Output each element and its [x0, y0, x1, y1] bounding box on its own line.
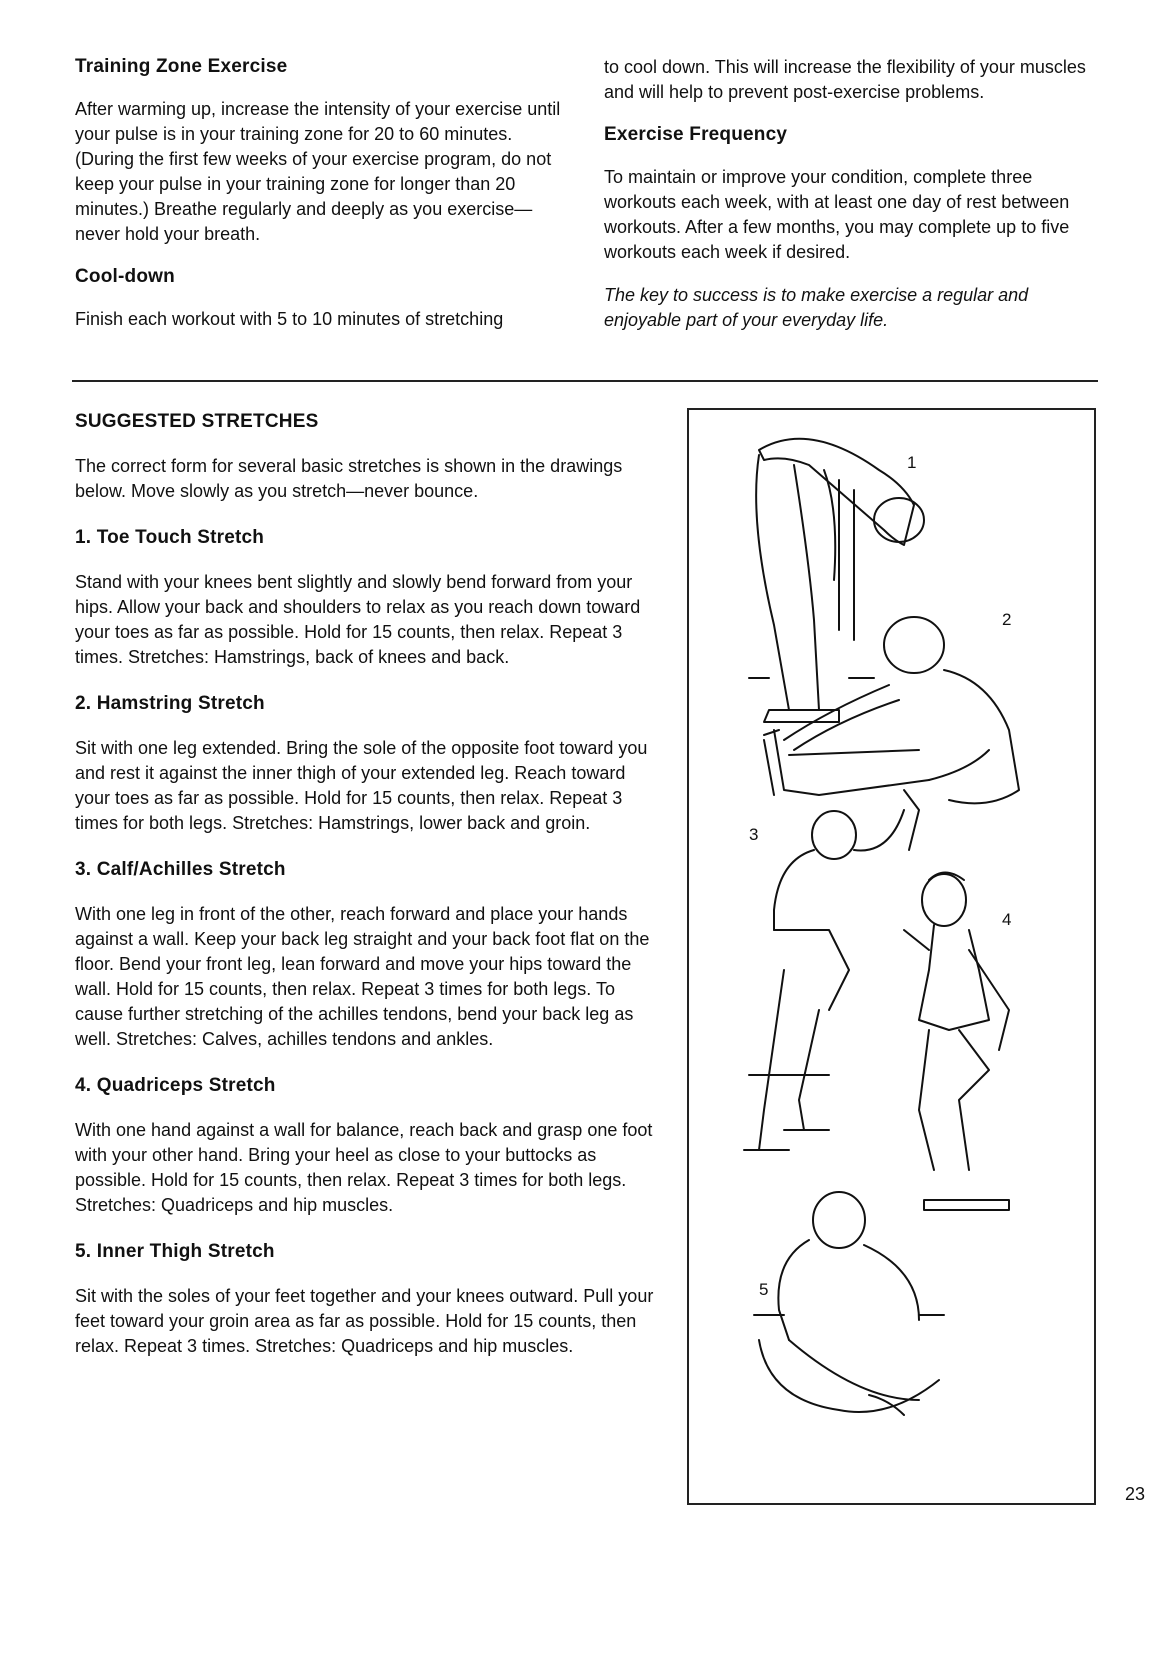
stretch-title: 5. Inner Thigh Stretch [75, 1241, 275, 1262]
figure-inner-thigh [754, 1192, 944, 1415]
cooldown-text: Finish each workout with 5 to 10 minutes of stretching [75, 309, 504, 329]
stretches-illustration [687, 408, 1096, 1505]
training-zone-text: After warming up, increase the intensity of your exercise until your pulse is in your training zone for 20 to 60 minutes. (During the first few weeks of your exercise program, do not keep your pulse in your training zone for longer than 20 minutes.) Breathe regularly and deeply as you exercise—never hold your breath. [75, 99, 561, 244]
figure-toe-touch [749, 439, 924, 722]
figure-calf-achilles [744, 790, 919, 1150]
training-zone-heading: Training Zone Exercise [75, 56, 288, 77]
figure-label-4: 4 [1002, 910, 1012, 929]
figure-label-3: 3 [749, 825, 759, 844]
right-column-top [604, 55, 1104, 351]
stretch-figures-drawing [689, 410, 1094, 1503]
stretch-text: Sit with the soles of your feet together and your knees outward. Pull your feet toward your groin area as far as possible. Hold for 15 counts, then relax. Repeat 3 times. Stretches: Quadriceps and hip muscles. [75, 1286, 654, 1356]
key-to-success-text: The key to success is to make exercise a regular and enjoyable part of your everyday life. [604, 285, 1029, 330]
section-divider [72, 380, 1098, 382]
cooldown-heading: Cool-down [75, 266, 175, 287]
suggested-stretches-section [75, 410, 655, 1381]
figure-label-5: 5 [759, 1280, 769, 1299]
stretch-text: Stand with your knees bent slightly and slowly bend forward from your hips. Allow your back and shoulders to relax as you reach down toward your toes as far as possible. Hold for 15 counts, then relax. Repeat 3 times. Stretches: Hamstrings, back of knees and back. [75, 572, 641, 667]
figure-quadriceps [904, 873, 1012, 1211]
exercise-frequency-text: To maintain or improve your condition, complete three workouts each week, with at least one day of rest between workouts. After a few months, you may complete up to five workouts each week if desired. [604, 167, 1070, 262]
left-column-top [75, 55, 575, 350]
stretch-text: Sit with one leg extended. Bring the sole of the opposite foot toward you and rest it against the inner thigh of your extended leg. Reach toward your toes as far as possible. Hold for 15 counts, then relax. Repeat 3 times for both legs. Stretches: Hamstrings, lower back and groin. [75, 738, 648, 833]
suggested-stretches-heading: SUGGESTED STRETCHES [75, 411, 319, 432]
stretches-intro: The correct form for several basic stretches is shown in the drawings below. Move slowly as you stretch—never bounce. [75, 456, 623, 501]
stretch-title: 4. Quadriceps Stretch [75, 1075, 276, 1096]
figure-label-2: 2 [1002, 610, 1012, 629]
page-number: 23 [1125, 1484, 1146, 1504]
exercise-frequency-heading: Exercise Frequency [604, 124, 788, 145]
figure-label-1: 1 [907, 453, 917, 472]
cooldown-continued-text: to cool down. This will increase the flexibility of your muscles and will help to prevent post-exercise problems. [604, 57, 1086, 102]
stretch-text: With one hand against a wall for balance, reach back and grasp one foot with your other hand. Bring your heel as close to your buttocks as possible. Hold for 15 counts, then relax. Repeat 3 times for both legs. Stretches: Quadriceps and hip muscles. [75, 1120, 653, 1215]
stretch-title: 1. Toe Touch Stretch [75, 527, 265, 548]
stretch-title: 2. Hamstring Stretch [75, 693, 265, 714]
stretch-title: 3. Calf/Achilles Stretch [75, 859, 286, 880]
stretch-text: With one leg in front of the other, reach forward and place your hands against a wall. Keep your back leg straight and your back foot flat on the floor. Bend your front leg, lean forward and move your hips toward the wall. Hold for 15 counts, then relax. Repeat 3 times for both legs. To cause further stretching of the achilles tendons, bend your back leg as well. Stretches: Calves, achilles tendons and ankles. [75, 904, 650, 1049]
